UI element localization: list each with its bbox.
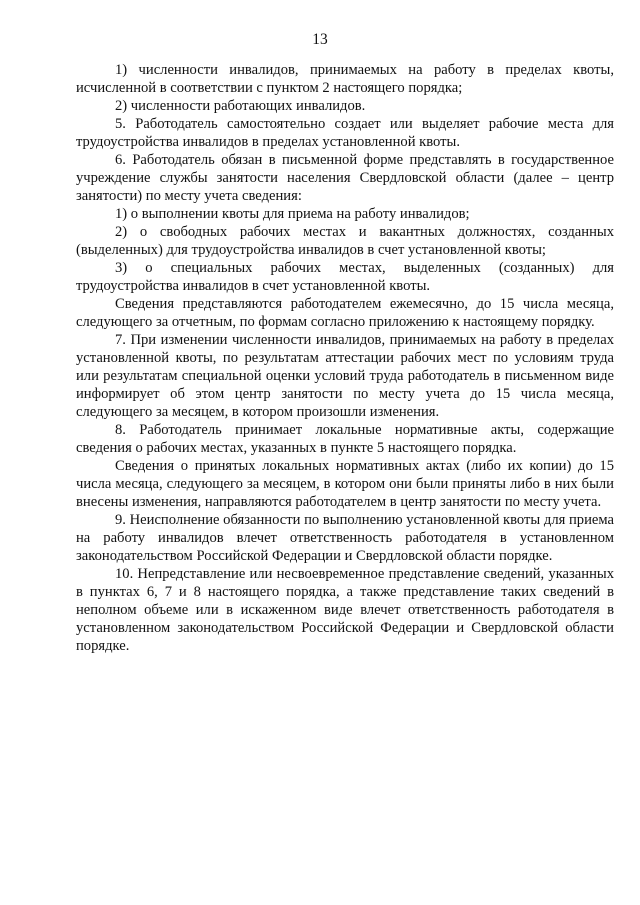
paragraph-clause-9: 9. Неисполнение обязанности по выполнению установленной квоты для приема на работу инвалидов влечет ответственность работодателя в установленном законодательством Российской Федерации и Свердловской области порядке. <box>76 512 614 564</box>
paragraph-clause-7: 7. При изменении численности инвалидов, принимаемых на работу в пределах установленной квоты, по результатам аттестации рабочих мест по условиям труда или результатам специальной оценки условий труда работодатель в письменном виде информирует об этом центр занятости по месту учета до 15 числа месяца, следующего за месяцем, в котором произошли изменения. <box>76 332 614 420</box>
paragraph-item-2-working-count: 2) численности работающих инвалидов. <box>115 98 366 114</box>
paragraph-clause-6: 6. Работодатель обязан в письменной форме представлять в государственное учреждение службы занятости населения Свердловской области (далее – центр занятости) по месту учета сведения: <box>76 152 614 204</box>
paragraph-reporting-schedule: Сведения представляются работодателем ежемесячно, до 15 числа месяца, следующего за отчетным, по формам согласно приложению к настоящему порядку. <box>76 296 614 330</box>
paragraph-local-acts-info: Сведения о принятых локальных нормативных актах (либо их копии) до 15 числа месяца, следующего за месяцем, в котором они были приняты либо в них были внесены изменения, направляются работодателем в центр занятости по месту учета. <box>76 458 614 510</box>
paragraph-clause-6-item-2: 2) о свободных рабочих местах и вакантных должностях, созданных (выделенных) для трудоустройства инвалидов в счет установленной квоты; <box>76 224 614 258</box>
paragraph-item-1-quota-count: 1) численности инвалидов, принимаемых на работу в пределах квоты, исчисленной в соответствии с пунктом 2 настоящего порядка; <box>76 62 614 96</box>
paragraph-clause-5: 5. Работодатель самостоятельно создает или выделяет рабочие места для трудоустройства инвалидов в пределах установленной квоты. <box>76 116 614 150</box>
paragraph-clause-10: 10. Непредставление или несвоевременное представление сведений, указанных в пунктах 6, 7 и 8 настоящего порядка, а также представление таких сведений в неполном объеме или в искаженном виде влечет ответственность работодателя в установленном законодательством Российской Федерации и Свердловской области порядке. <box>76 566 614 654</box>
paragraph-clause-8: 8. Работодатель принимает локальные нормативные акты, содержащие сведения о рабочих местах, указанных в пункте 5 настоящего порядка. <box>76 422 614 456</box>
paragraph-clause-6-item-3: 3) о специальных рабочих местах, выделенных (созданных) для трудоустройства инвалидов в счет установленной квоты. <box>76 260 614 294</box>
document-body <box>76 61 614 655</box>
page-number: 13 <box>312 31 328 48</box>
paragraph-clause-6-item-1: 1) о выполнении квоты для приема на работу инвалидов; <box>115 206 470 222</box>
